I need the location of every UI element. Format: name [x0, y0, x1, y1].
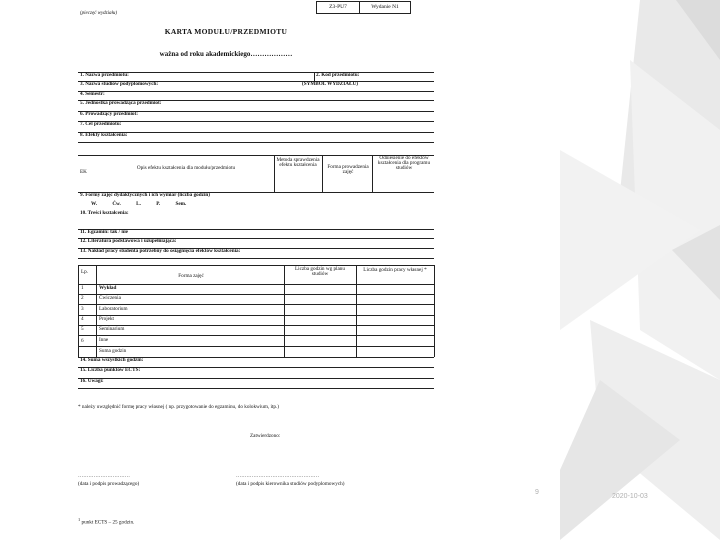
- field-literature: 12. Literatura podstawowa i uzupełniająca:: [78, 239, 434, 249]
- table-row-lp: 5: [81, 326, 84, 332]
- slide-date: 2020-10-03: [612, 493, 648, 500]
- effects-col-ref: Odniesienie do efektów kształcenia dla programu studiów: [377, 155, 431, 172]
- effects-col-method: Metoda sprawdzenia efektu kształcenia: [276, 157, 320, 169]
- workload-col-lp: Lp.: [81, 269, 89, 275]
- signature-left-dots: …………………………: [78, 473, 130, 479]
- footnote: * należy uwzględnić formę pracy własnej ( np. przygotowanie do egzaminu, do kolokwium, itp.): [78, 404, 279, 410]
- field-effects: 8. Efekty kształcenia:: [78, 133, 434, 143]
- field-lecturer: 6. Prowadzący przedmiot:: [78, 112, 434, 122]
- field-content: 10. Treści kształcenia:: [80, 210, 129, 216]
- table-row-lp: 1: [81, 285, 84, 291]
- effects-col-ek: EK: [80, 169, 87, 175]
- ects-note: $^1$ punkt ECTS – 25 godzin.: [78, 517, 135, 526]
- stamp-note: (pieczęć wydziału): [80, 11, 118, 16]
- table-row-lp: 6: [81, 338, 84, 344]
- field-studies-name: 3. Nazwa studiów podyplomowych: (SYMBOL WYDZIAŁU): [78, 82, 434, 92]
- slide-number: 9: [535, 489, 539, 496]
- effects-col-form: Forma prowadzenia zajęć: [327, 164, 369, 176]
- signature-right-dots: …………………………………………: [236, 473, 319, 479]
- field-class-forms: 9. Formy zajęć dydaktycznych i ich wymiar (liczba godzin): [80, 192, 211, 198]
- table-row-form: Seminarium: [99, 326, 125, 332]
- field-semester: 4. Semestr:: [78, 92, 434, 101]
- signature-right-label: (data i podpis kierownika studiów podyplomowych): [236, 481, 345, 487]
- workload-col-hours-work: Liczba godzin pracy własnej *: [363, 267, 427, 273]
- table-row-form: Laboratorium: [99, 306, 128, 312]
- field-workload: 13. Nakład pracy studenta potrzebny do osiągnięcia efektów kształcenia:: [78, 249, 434, 259]
- table-row-form: Inne: [99, 337, 109, 343]
- workload-col-form: Forma zajęć: [178, 273, 204, 279]
- table-row-form: Wykład: [99, 285, 117, 291]
- approved-label: Zatwierdzono:: [250, 433, 281, 439]
- effects-col-desc: Opis efektu kształcenia dla modułu/przedmiotu: [136, 165, 236, 171]
- document-subtitle: ważna od roku akademickiego………………: [159, 50, 293, 58]
- table-row-form: Ćwiczenia: [99, 295, 121, 301]
- table-row-lp: 3: [81, 306, 84, 312]
- field-unit: 5. Jednostka prowadząca przedmiot:: [78, 101, 434, 112]
- field-course-name: 1. Nazwa przedmiotu: 2. Kod przedmiotu:: [78, 73, 434, 82]
- table-row-form: Projekt: [99, 316, 114, 322]
- workload-col-hours: Liczba godzin wg planu studiów: [295, 266, 345, 278]
- class-forms-list: W. Ćw. L. P. Sem.: [91, 201, 187, 207]
- document-title: KARTA MODUŁU/PRZEDMIOTU: [164, 27, 288, 36]
- form-code: Z3-PU7: [316, 1, 360, 14]
- signature-left-label: (data i podpis prowadzącego): [78, 481, 140, 487]
- table-row-lp: 4: [81, 316, 84, 322]
- field-exam: 11. Egzamin: tak / nie: [78, 230, 434, 239]
- field-total-hours: 14. Suma wszystkich godzin:: [78, 358, 434, 368]
- field-remarks: 16. Uwagi:: [78, 379, 434, 389]
- table-row-lp: 2: [81, 295, 84, 301]
- field-goal: 7. Cel przedmiotu:: [78, 122, 434, 133]
- form-edition: Wydanie N1: [359, 1, 411, 14]
- table-row-form-sum: Suma godzin: [99, 348, 127, 354]
- field-ects: 15. Liczba punktów ECTS:: [78, 368, 434, 379]
